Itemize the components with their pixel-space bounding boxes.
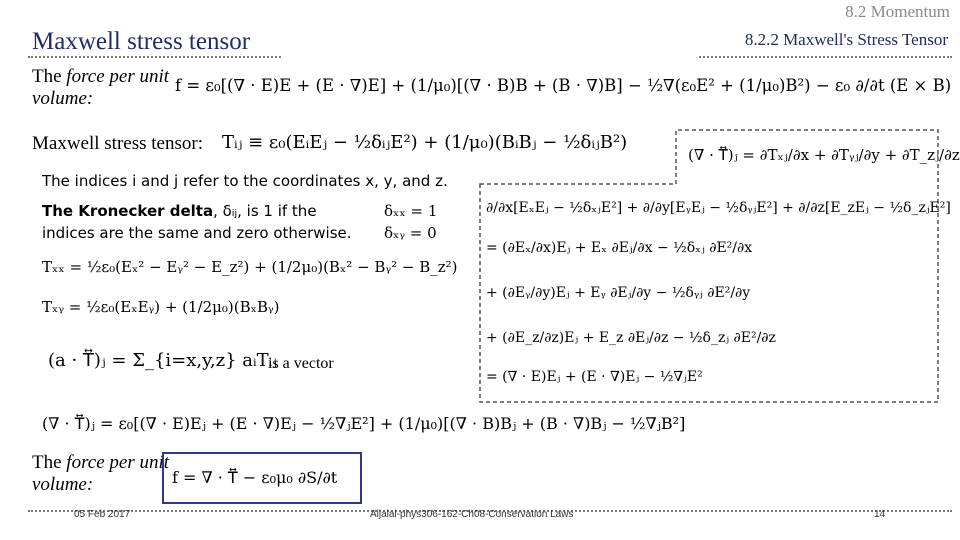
derivation-box-path	[480, 130, 938, 402]
derivation-line-2: = (∂Eₓ/∂x)Eⱼ + Eₓ ∂Eⱼ/∂x − ½δₓⱼ ∂E²/∂x	[486, 240, 753, 256]
force-label-bottom-prefix: The	[32, 452, 67, 473]
kronecker-rest: , δᵢⱼ, is 1 if the indices are the same and zero otherwise.	[42, 202, 352, 242]
vector-note: is a vector	[268, 355, 334, 372]
vector-equation: (a · T⃡)ⱼ = Σ_{i=x,y,z} aᵢTᵢⱼ	[48, 350, 277, 371]
footer-page-number: 14	[874, 509, 886, 520]
txx-equation: Tₓₓ = ½ε₀(Eₓ² − Eᵧ² − E_z²) + (1/2μ₀)(Bₓ² − Bᵧ² − B_z²)	[42, 258, 458, 276]
force-result-equation: f = ∇ · T⃡ − ε₀μ₀ ∂S/∂t	[172, 468, 338, 487]
indices-note: The indices i and j refer to the coordinates x, y, and z.	[42, 172, 448, 190]
tensor-equation: Tᵢⱼ ≡ ε₀(EᵢEⱼ − ½δᵢⱼE²) + (1/μ₀)(BᵢBⱼ − ½δᵢⱼB²)	[222, 132, 628, 153]
force-label-bottom	[32, 452, 172, 496]
force-label-bottom-italic: force per unit volume:	[32, 452, 170, 495]
delta-xx: δₓₓ = 1	[384, 202, 438, 220]
footer-date: 05 Feb 2017	[74, 509, 131, 520]
divergence-definition: (∇ · T⃡)ⱼ = ∂Tₓⱼ/∂x + ∂Tᵧⱼ/∂y + ∂T_zⱼ/∂z	[688, 146, 960, 164]
tensor-label: Maxwell stress tensor:	[32, 133, 203, 154]
force-equation: f = ε₀[(∇ · E)E + (E · ∇)E] + (1/μ₀)[(∇ · B)B + (B · ∇)B] − ½∇(ε₀E² + (1/μ₀)B²) − ε₀ ∂/∂t (E × B)	[175, 76, 952, 95]
footer-course: Aljalal-phys306-162-Ch08-Conservation Laws	[370, 509, 574, 520]
kronecker-note	[42, 200, 372, 244]
derivation-line-1: ∂/∂x[EₓEⱼ − ½δₓⱼE²] + ∂/∂y[EᵧEⱼ − ½δᵧⱼE²] + ∂/∂z[E_zEⱼ − ½δ_zⱼE²]	[486, 200, 951, 216]
divergence-result: (∇ · T⃡)ⱼ = ε₀[(∇ · E)Eⱼ + (E · ∇)Eⱼ − ½∇ⱼE²] + (1/μ₀)[(∇ · B)Bⱼ + (B · ∇)Bⱼ − ½∇ⱼB²]	[42, 414, 686, 433]
derivation-line-3: + (∂Eᵧ/∂y)Eⱼ + Eᵧ ∂Eⱼ/∂y − ½δᵧⱼ ∂E²/∂y	[486, 285, 751, 301]
kronecker-bold: The Kronecker delta	[42, 202, 214, 220]
section-label: 8.2 Momentum	[845, 2, 950, 21]
force-result-box	[162, 452, 362, 504]
force-label-italic: force per unit volume:	[32, 66, 170, 109]
delta-xy: δₓᵧ = 0	[384, 224, 437, 242]
txy-equation: Tₓᵧ = ½ε₀(EₓEᵧ) + (1/2μ₀)(BₓBᵧ)	[42, 298, 280, 316]
derivation-line-5: = (∇ · E)Eⱼ + (E · ∇)Eⱼ − ½∇ⱼE²	[486, 369, 703, 385]
slide-title: Maxwell stress tensor	[32, 28, 251, 55]
force-label-prefix: The	[32, 66, 67, 87]
derivation-line-4: + (∂E_z/∂z)Eⱼ + E_z ∂Eⱼ/∂z − ½δ_zⱼ ∂E²/∂z	[486, 330, 776, 346]
slide-subtitle: 8.2.2 Maxwell's Stress Tensor	[744, 30, 948, 49]
